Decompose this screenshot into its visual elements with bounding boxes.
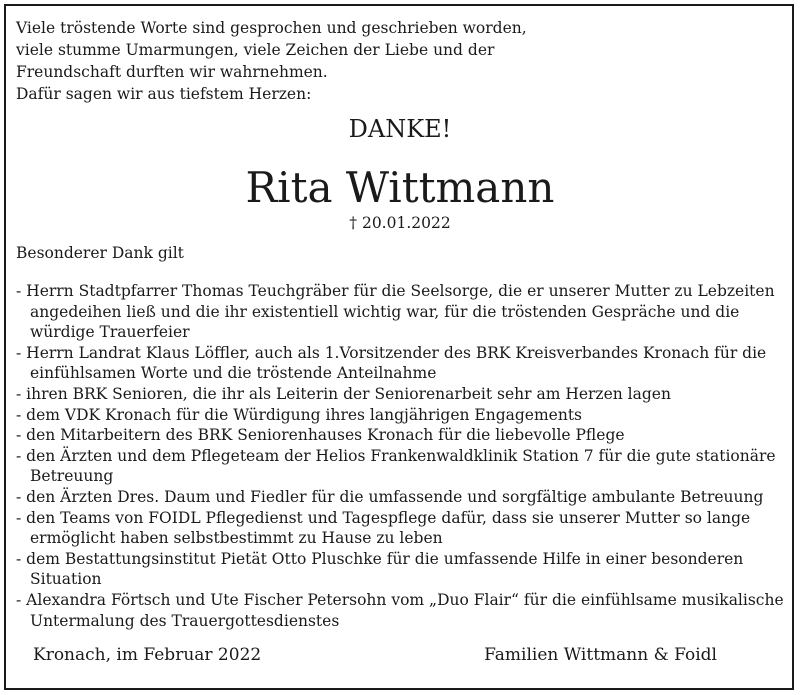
place-date: Kronach, im Februar 2022	[33, 645, 262, 665]
list-item: - Herrn Stadtpfarrer Thomas Teuchgräber für die Seelsorge, die er unserer Mutter zu Lebzeiten angedeihen ließ und die ihr existentiell wichtig war, für die tröstenden Gespräche und die würdige Trauerfeier	[16, 281, 791, 343]
list-item: - Alexandra Förtsch und Ute Fischer Petersohn vom „Duo Flair“ für die einfühlsame musikalische Untermalung des Trauergottesdienstes	[16, 590, 791, 631]
family-signature: Familien Wittmann & Foidl	[484, 645, 717, 665]
death-date: † 20.01.2022	[349, 214, 451, 232]
list-item: - dem VDK Kronach für die Würdigung ihres langjährigen Engagements	[16, 405, 791, 426]
intro-text: Viele tröstende Worte sind gesprochen und geschrieben worden, viele stumme Umarmungen, viele Zeichen der Liebe und der Freundschaft durften wir wahrnehmen. Dafür sagen wir aus tiefstem Herzen:	[16, 19, 527, 103]
list-item: - den Ärzten und dem Pflegeteam der Helios Frankenwaldklinik Station 7 für die gute stationäre Betreuung	[16, 446, 791, 487]
list-item: - Herrn Landrat Klaus Löffler, auch als 1.Vorsitzender des BRK Kreisverbandes Kronach für die einfühlsamen Worte und die tröstende Anteilnahme	[16, 343, 791, 384]
list-item: - dem Bestattungsinstitut Pietät Otto Pluschke für die umfassende Hilfe in einer besonderen Situation	[16, 549, 791, 590]
list-item: - den Teams von FOIDL Pflegedienst und Tagespflege dafür, dass sie unserer Mutter so lange ermöglicht haben selbstbestimmt zu Hause zu leben	[16, 508, 791, 549]
list-item: - den Ärzten Dres. Daum und Fiedler für die umfassende und sorgfältige ambulante Betreuung	[16, 487, 791, 508]
thanks-heading: Besonderer Dank gilt	[16, 244, 184, 262]
thanks-list	[16, 281, 791, 631]
list-item: - den Mitarbeitern des BRK Seniorenhauses Kronach für die liebevolle Pflege	[16, 425, 791, 446]
deceased-name: Rita Wittmann	[245, 163, 555, 212]
list-item: - ihren BRK Senioren, die ihr als Leiterin der Seniorenarbeit sehr am Herzen lagen	[16, 384, 791, 405]
danke-heading: DANKE!	[348, 115, 452, 143]
